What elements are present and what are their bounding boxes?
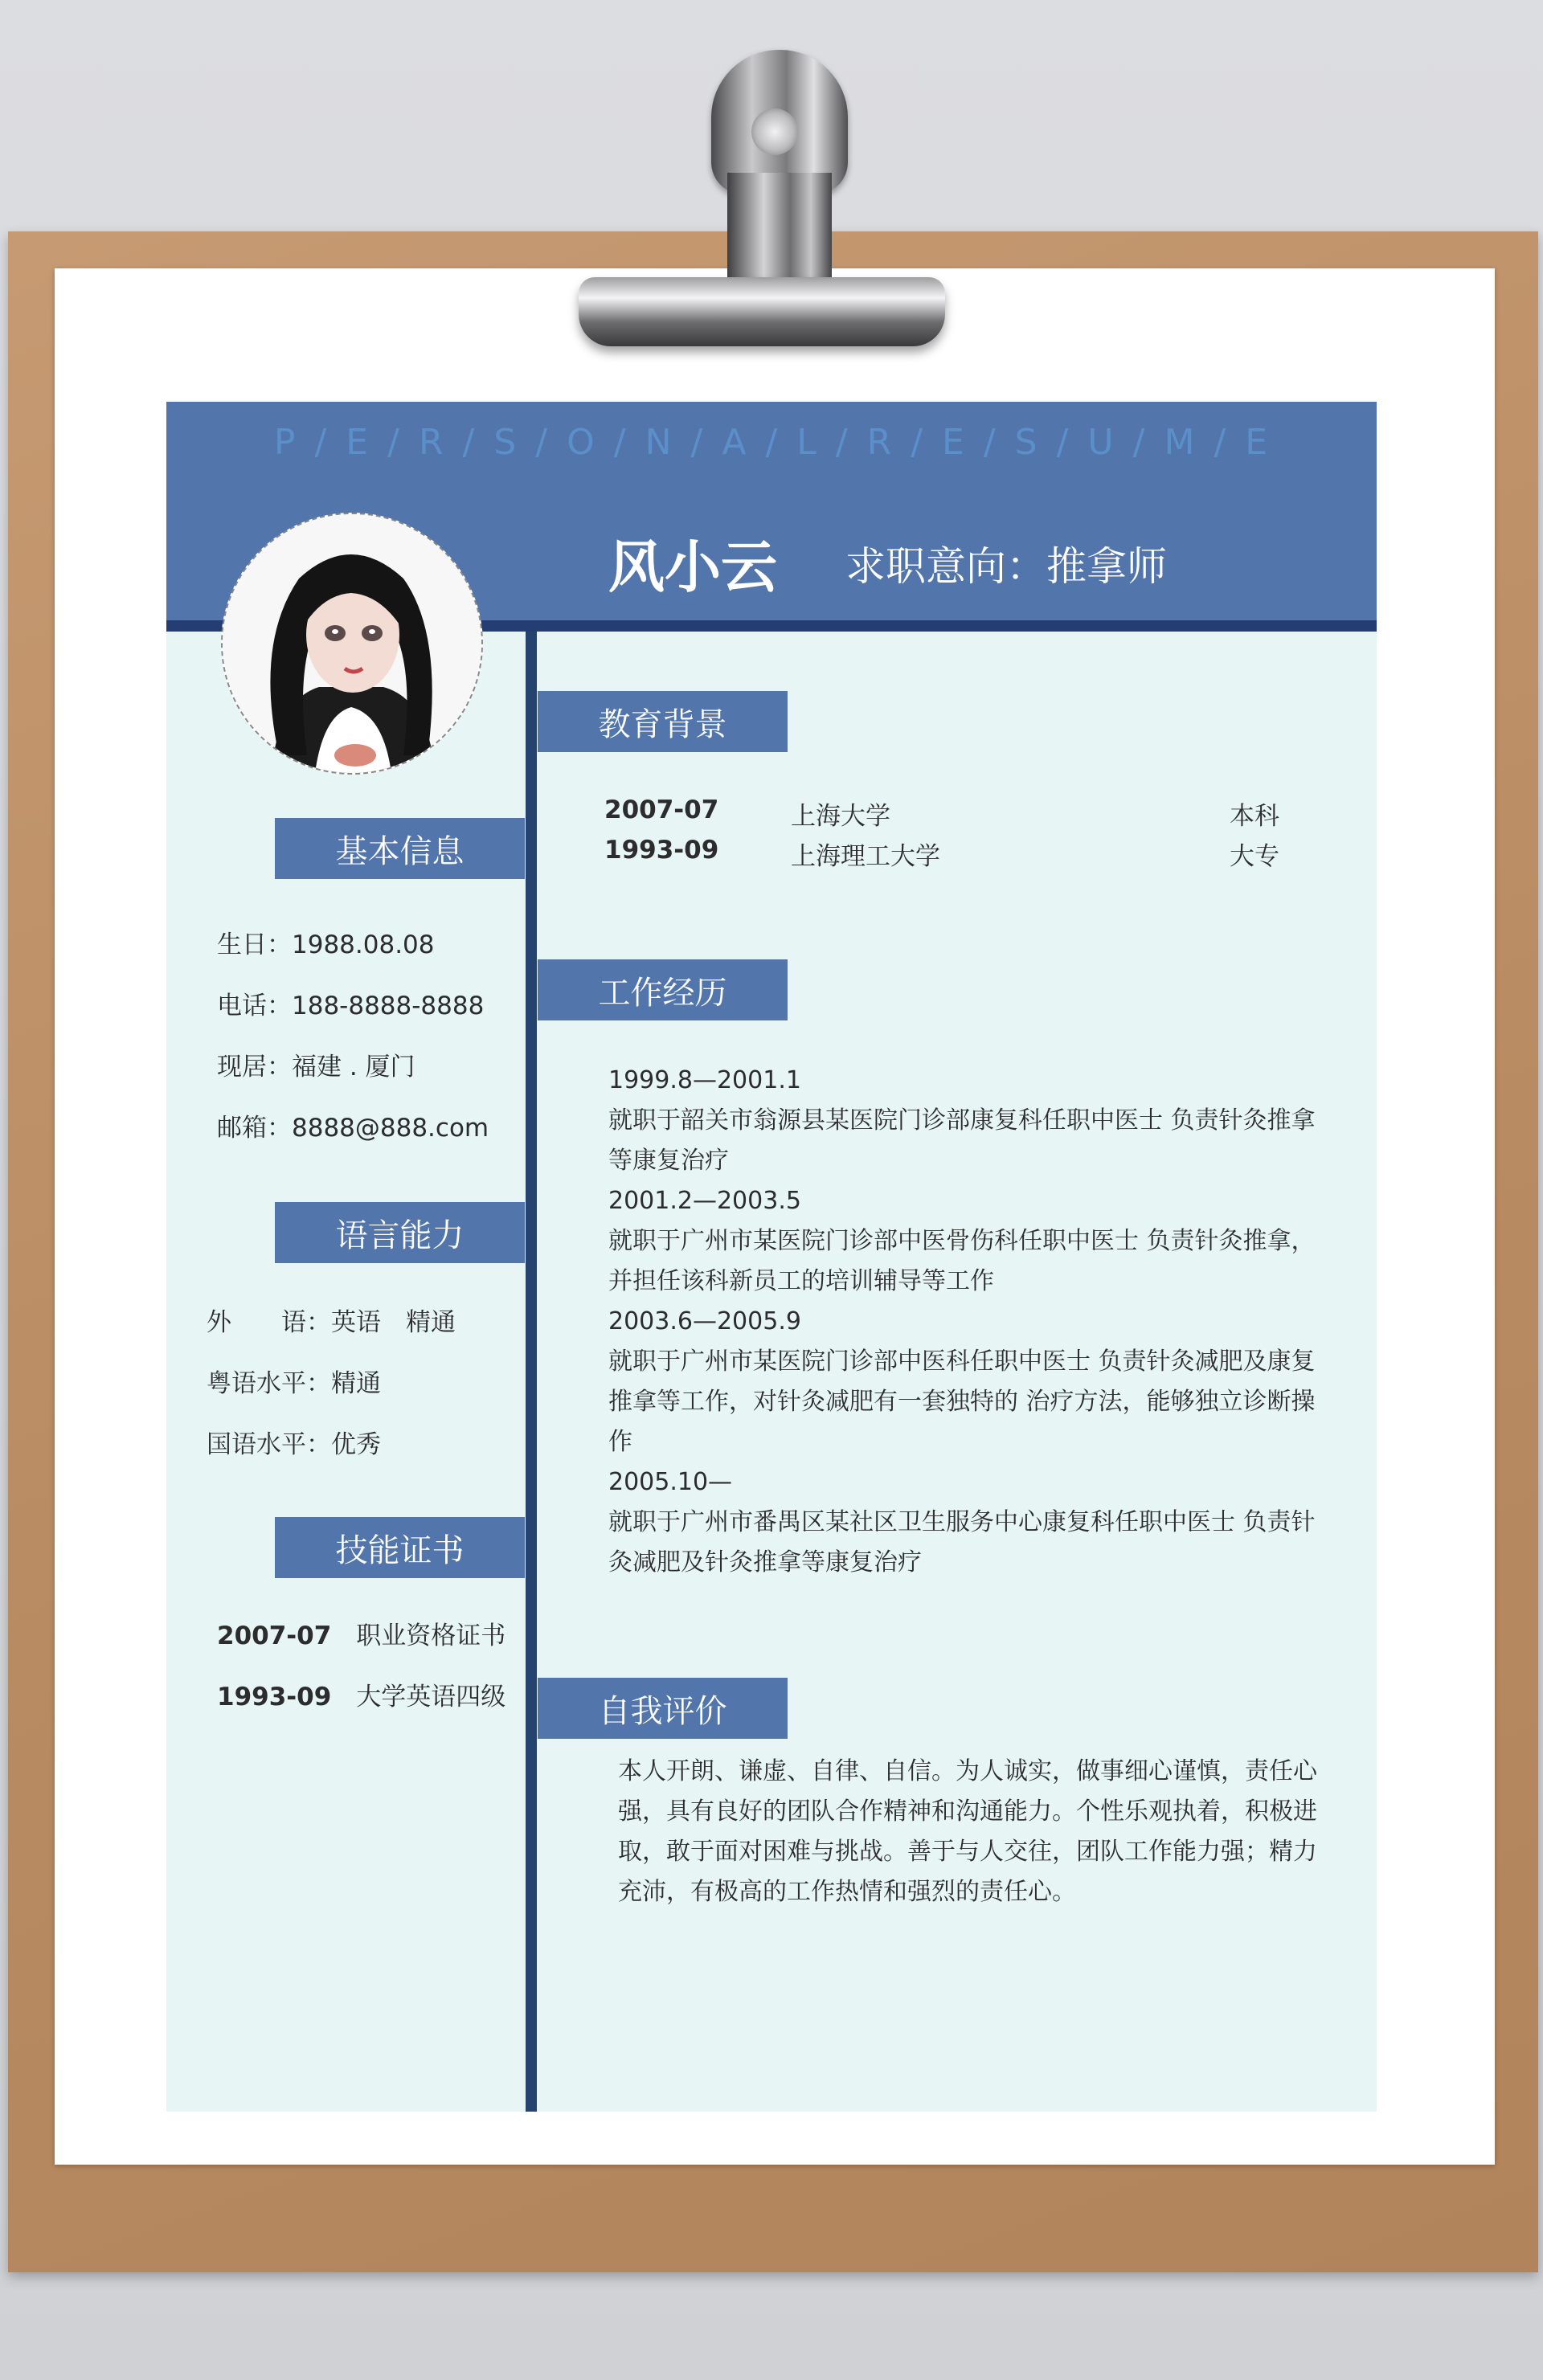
letter: E: [942, 422, 966, 463]
letter: /: [690, 422, 705, 463]
letter: /: [462, 422, 477, 463]
skills-title: 技能证书: [275, 1517, 525, 1578]
skill-name: 大学英语四级: [356, 1683, 506, 1711]
education-degree: 大专: [1230, 842, 1279, 871]
clip-base: [579, 277, 945, 346]
education-degree: 本科: [1230, 802, 1279, 831]
letter: S: [493, 422, 518, 463]
language-title: 语言能力: [275, 1202, 525, 1263]
language-row: [207, 1302, 456, 1338]
resume: [166, 402, 1377, 2112]
letter: E: [346, 422, 370, 463]
letter: N: [645, 422, 673, 463]
phone-info: 电话：188-8888-8888: [217, 992, 485, 1020]
language-label: 外 语：: [207, 1308, 331, 1337]
language-value: 英语 精通: [331, 1308, 456, 1337]
clip-neck: [727, 173, 832, 293]
letter: O: [567, 422, 596, 463]
skill-date: 2007-07: [217, 1621, 332, 1650]
education-date: 2007-07: [604, 795, 719, 824]
letter: /: [911, 422, 925, 463]
skill-name: 职业资格证书: [356, 1621, 506, 1650]
self-evaluation-title: 自我评价: [538, 1678, 788, 1739]
work-desc: 就职于广州市番禺区某社区卫生服务中心康复科任职中医士 负责针灸减肥及针灸推拿等康复治疗: [608, 1508, 1316, 1576]
job-intent: 求职意向：推拿师: [845, 543, 1167, 590]
residence-info: 现居：福建 . 厦门: [217, 1053, 415, 1082]
letter: R: [418, 422, 445, 463]
letter: /: [983, 422, 997, 463]
letter: /: [613, 422, 628, 463]
letter: /: [1132, 422, 1147, 463]
candidate-name: 风小云: [608, 534, 777, 600]
language-row: [207, 1424, 381, 1460]
education-date: 1993-09: [604, 836, 719, 865]
clip-hole: [751, 108, 798, 155]
letter: P: [273, 422, 297, 463]
work-desc: 就职于广州市某医院门诊部中医科任职中医士 负责针灸减肥及康复推拿等工作，对针灸减肥有一套独特的 治疗方法，能够独立诊断操作: [608, 1347, 1316, 1456]
letter: L: [796, 422, 818, 463]
education-school: 上海理工大学: [791, 842, 940, 871]
email-info: 邮箱：8888@888.com: [217, 1114, 489, 1143]
work-period: 2003.6—2005.9: [608, 1307, 801, 1335]
vertical-divider: [526, 632, 537, 2112]
self-evaluation-text: 本人开朗、谦虚、自律、自信。为人诚实，做事细心谨慎，责任心强，具有良好的团队合作精神和沟通能力。个性乐观执着，积极进取，敢于面对困难与挑战。善于与人交往，团队工作能力强；精力充沛，有极高的工作热情和强烈的责任心。: [618, 1757, 1317, 1906]
avatar: [221, 513, 483, 775]
letter: A: [722, 422, 748, 463]
work-desc: 就职于广州市某医院门诊部中医骨伤科任职中医士 负责针灸推拿，并担任该科新员工的培训辅导等工作: [608, 1227, 1316, 1295]
language-value: 精通: [331, 1369, 381, 1398]
basic-info-title: 基本信息: [275, 818, 525, 879]
work-title: 工作经历: [538, 959, 788, 1020]
letter: /: [1056, 422, 1070, 463]
work-list: [608, 1061, 1332, 1583]
letter: M: [1164, 422, 1197, 463]
letter: /: [314, 422, 329, 463]
language-label: 粤语水平：: [207, 1369, 331, 1398]
skill-row: [217, 1615, 505, 1651]
work-period: 2005.10—: [608, 1468, 733, 1496]
language-value: 优秀: [331, 1430, 381, 1459]
skill-row: [217, 1676, 505, 1712]
letter: U: [1087, 422, 1115, 463]
letter: R: [866, 422, 894, 463]
education-school: 上海大学: [791, 802, 890, 831]
letter: /: [535, 422, 550, 463]
work-period: 2001.2—2003.5: [608, 1187, 801, 1215]
letter: S: [1014, 422, 1039, 463]
letter: /: [1214, 422, 1228, 463]
letter: /: [387, 422, 401, 463]
letter: /: [765, 422, 780, 463]
birthday-info: 生日：1988.08.08: [217, 930, 435, 959]
work-desc: 就职于韶关市翁源县某医院门诊部康复科任职中医士 负责针灸推拿等康复治疗: [608, 1106, 1316, 1175]
language-label: 国语水平：: [207, 1430, 331, 1459]
education-title: 教育背景: [538, 691, 788, 752]
letter: /: [835, 422, 849, 463]
work-period: 1999.8—2001.1: [608, 1066, 801, 1094]
language-row: [207, 1363, 381, 1399]
skill-date: 1993-09: [217, 1683, 332, 1711]
personal-resume-letters: [166, 422, 1377, 463]
avatar-illustration-icon: [223, 514, 481, 773]
letter: E: [1245, 422, 1270, 463]
